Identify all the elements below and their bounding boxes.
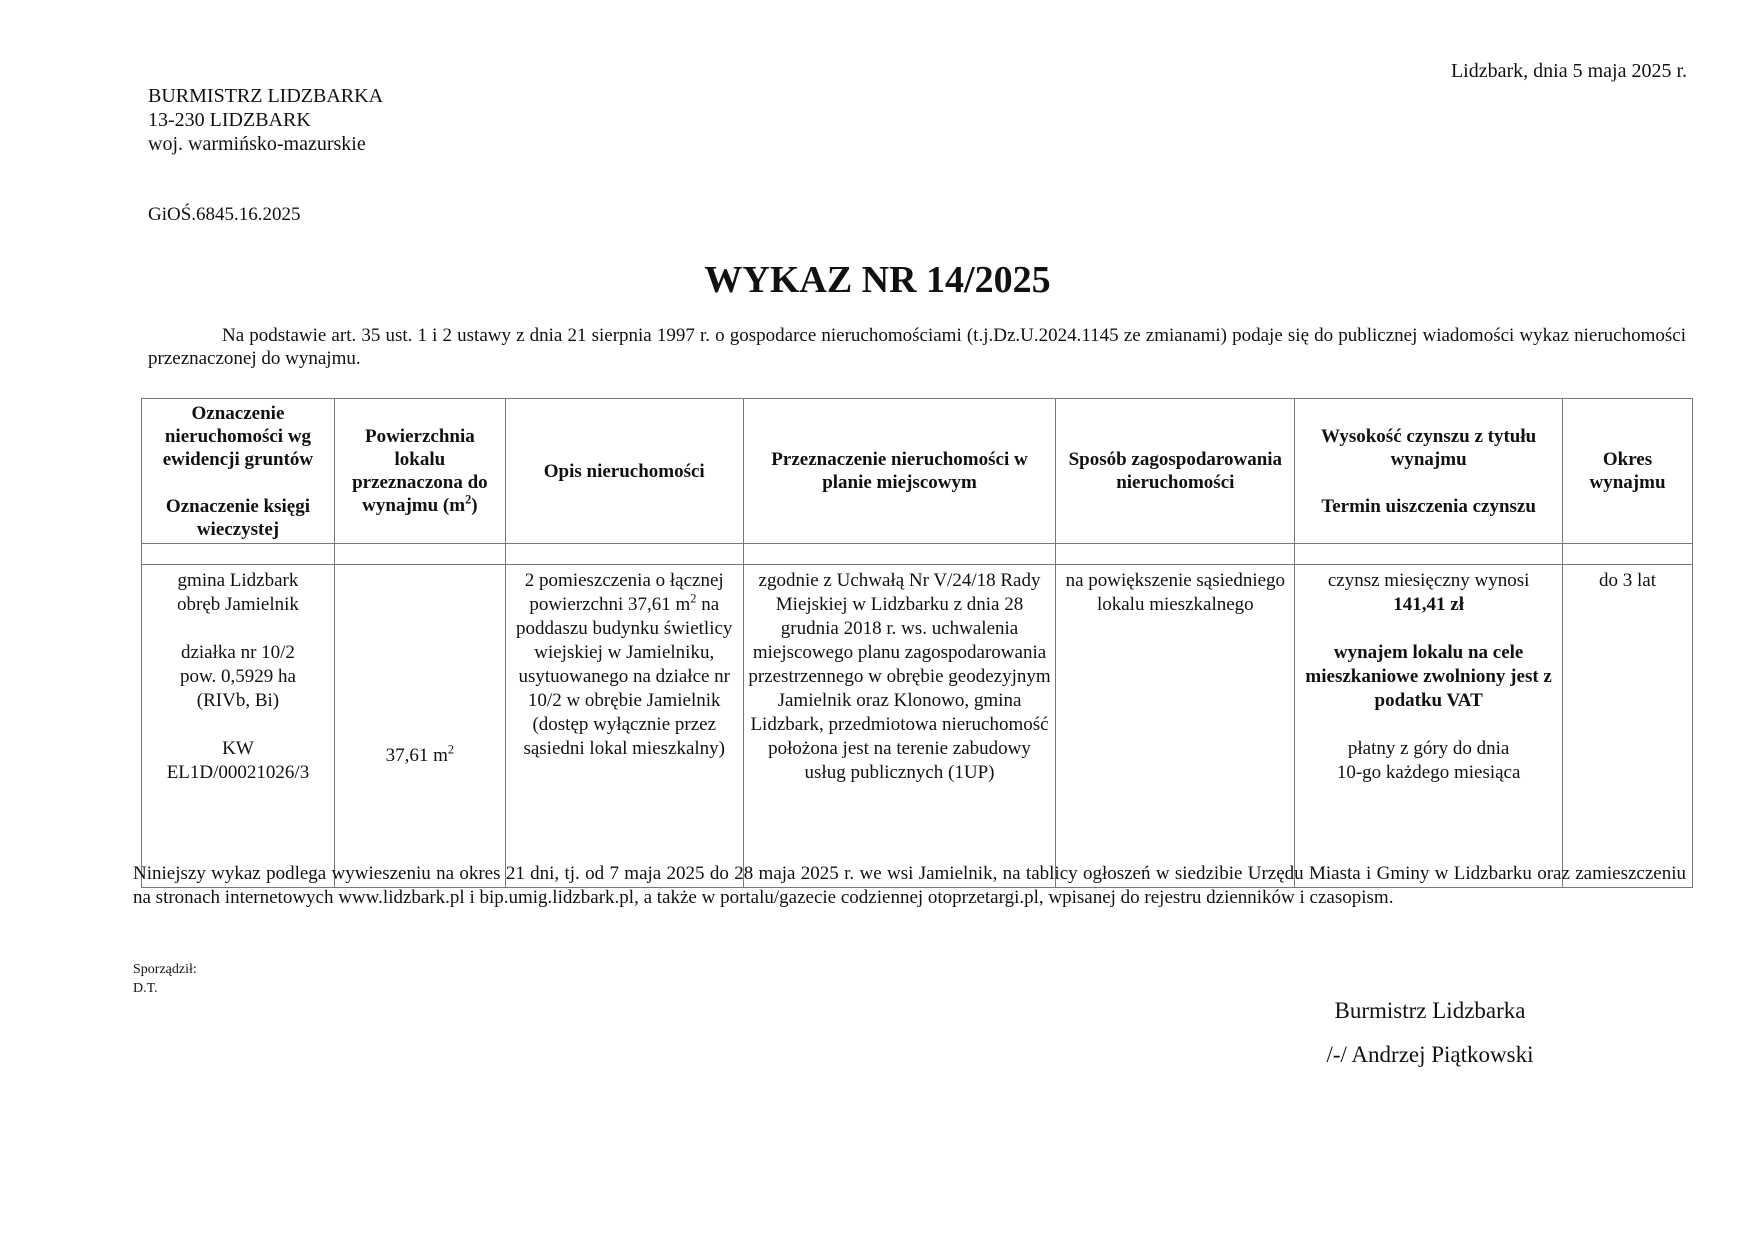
signature-name: /-/ Andrzej Piątkowski	[1326, 1042, 1534, 1067]
issuer-name: BURMISTRZ LIDZBARKA	[148, 85, 384, 107]
issuer-postal: 13-230 LIDZBARK	[148, 109, 311, 131]
spacer-cell	[334, 544, 505, 565]
cell-rent-amount: 141,41 zł	[1393, 594, 1464, 615]
prepared-by-label: Sporządził:	[133, 962, 197, 977]
cell-plot: działka nr 10/2	[180, 642, 295, 663]
table-row	[142, 565, 1693, 888]
intro-paragraph: Na podstawie art. 35 ust. 1 i 2 ustawy z dnia 21 sierpnia 1997 r. o gospodarce nieruchomościami (t.j.Dz.U.2024.1145 ze zmianami) podaje się do publicznej wiadomości wykaz nieruchomości przeznaczonej do wynajmu.	[148, 325, 1686, 369]
cell-rental-period: do 3 lat	[1563, 565, 1693, 888]
cell-description	[505, 565, 743, 888]
header-area	[334, 399, 505, 544]
issuer-region: woj. warmińsko-mazurskie	[148, 133, 366, 155]
spacer-cell	[142, 544, 335, 565]
spacer-cell	[1563, 544, 1693, 565]
header-area-end: )	[471, 495, 478, 516]
header-rent	[1295, 399, 1563, 544]
reference-number: GiOŚ.6845.16.2025	[148, 204, 301, 225]
cell-description-b: na poddaszu budynku świetlicy wiejskiej w Jamielniku, usytuowanego na działce nr 10/2 w obrębie Jamielnik (dostęp wyłącznie przez sąsiedni lokal mieszkalny)	[516, 594, 733, 759]
header-land-designation	[142, 399, 335, 544]
header-description: Opis nieruchomości	[505, 399, 743, 544]
header-rent-amount-label: Wysokość czynszu z tytułu wynajmu	[1321, 425, 1537, 470]
spacer-cell	[1295, 544, 1563, 565]
prepared-by-initials: D.T.	[133, 981, 158, 996]
notice-paragraph: Niniejszy wykaz podlega wywieszeniu na okres 21 dni, tj. od 7 maja 2025 do 28 maja 2025 r. we wsi Jamielnik, na tablicy ogłoszeń w siedzibie Urzędu Miasta i Gminy w Lidzbarku oraz zamieszczeniu na stronach internetowych www.lidzbark.pl i bip.umig.lidzbark.pl, a także w portalu/gazecie codziennej otoprzetargi.pl, wpisanej do rejestru dzienników i czasopism.	[133, 863, 1686, 908]
cell-description-sup: 2	[690, 591, 697, 606]
table-header-row	[142, 399, 1693, 544]
cell-area-sup: 2	[447, 742, 455, 757]
page-title: WYKAZ NR 14/2025	[704, 259, 1051, 301]
header-land-designation-label: Oznaczenie nieruchomości wg ewidencji gruntów	[162, 402, 314, 470]
property-table	[141, 398, 1693, 888]
header-development-method: Sposób zagospodarowania nieruchomości	[1056, 399, 1295, 544]
header-area-sup: 2	[465, 492, 472, 507]
cell-payment-term-2: 10-go każdego miesiąca	[1336, 762, 1521, 783]
cell-payment-term-1: płatny z góry do dnia	[1347, 738, 1510, 759]
header-land-register-label: Oznaczenie księgi wieczystej	[165, 495, 310, 540]
table-spacer-row	[142, 544, 1693, 565]
cell-area-value: 37,61 m	[385, 745, 448, 766]
spacer-cell	[743, 544, 1056, 565]
cell-rent-label: czynsz miesięczny wynosi	[1327, 570, 1530, 591]
header-rent-term-label: Termin uiszczenia czynszu	[1321, 495, 1536, 517]
header-rental-period: Okres wynajmu	[1563, 399, 1693, 544]
spacer-cell	[505, 544, 743, 565]
prepared-by	[133, 960, 197, 998]
document-date: Lidzbark, dnia 5 maja 2025 r.	[1450, 60, 1687, 82]
cell-kw-number: EL1D/00021026/3	[166, 762, 310, 783]
signature-title: Burmistrz Lidzbarka	[1334, 998, 1526, 1023]
header-plan-purpose: Przeznaczenie nieruchomości w planie miejscowym	[743, 399, 1056, 544]
cell-land-class: (RIVb, Bi)	[196, 690, 280, 711]
cell-rent	[1295, 565, 1563, 888]
cell-area	[334, 565, 505, 888]
cell-description-a: 2 pomieszczenia o łącznej powierzchni 37,61 m	[524, 570, 724, 615]
cell-plot-area: pow. 0,5929 ha	[180, 666, 296, 687]
issuer-address	[148, 84, 383, 156]
cell-plan-purpose: zgodnie z Uchwałą Nr V/24/18 Rady Miejskiej w Lidzbarku z dnia 28 grudnia 2018 r. ws. uchwalenia miejscowego planu zagospodarowania przestrzennego w obrębie geodezyjnym Jamielnik oraz Klonowo, gmina Lidzbark, przedmiotowa nieruchomość położona jest na terenie zabudowy usług publicznych (1UP)	[743, 565, 1056, 888]
cell-development-method: na powiększenie sąsiedniego lokalu mieszkalnego	[1056, 565, 1295, 888]
cell-vat-note: wynajem lokalu na cele mieszkaniowe zwolniony jest z podatku VAT	[1305, 642, 1552, 711]
spacer-cell	[1056, 544, 1295, 565]
cell-kw-label: KW	[222, 738, 254, 759]
header-area-label: Powierzchnia lokalu przeznaczona do wynajmu (m	[352, 426, 488, 516]
cell-commune: gmina Lidzbark	[177, 570, 299, 591]
cell-land-designation	[142, 565, 335, 888]
cell-precinct: obręb Jamielnik	[177, 594, 299, 615]
